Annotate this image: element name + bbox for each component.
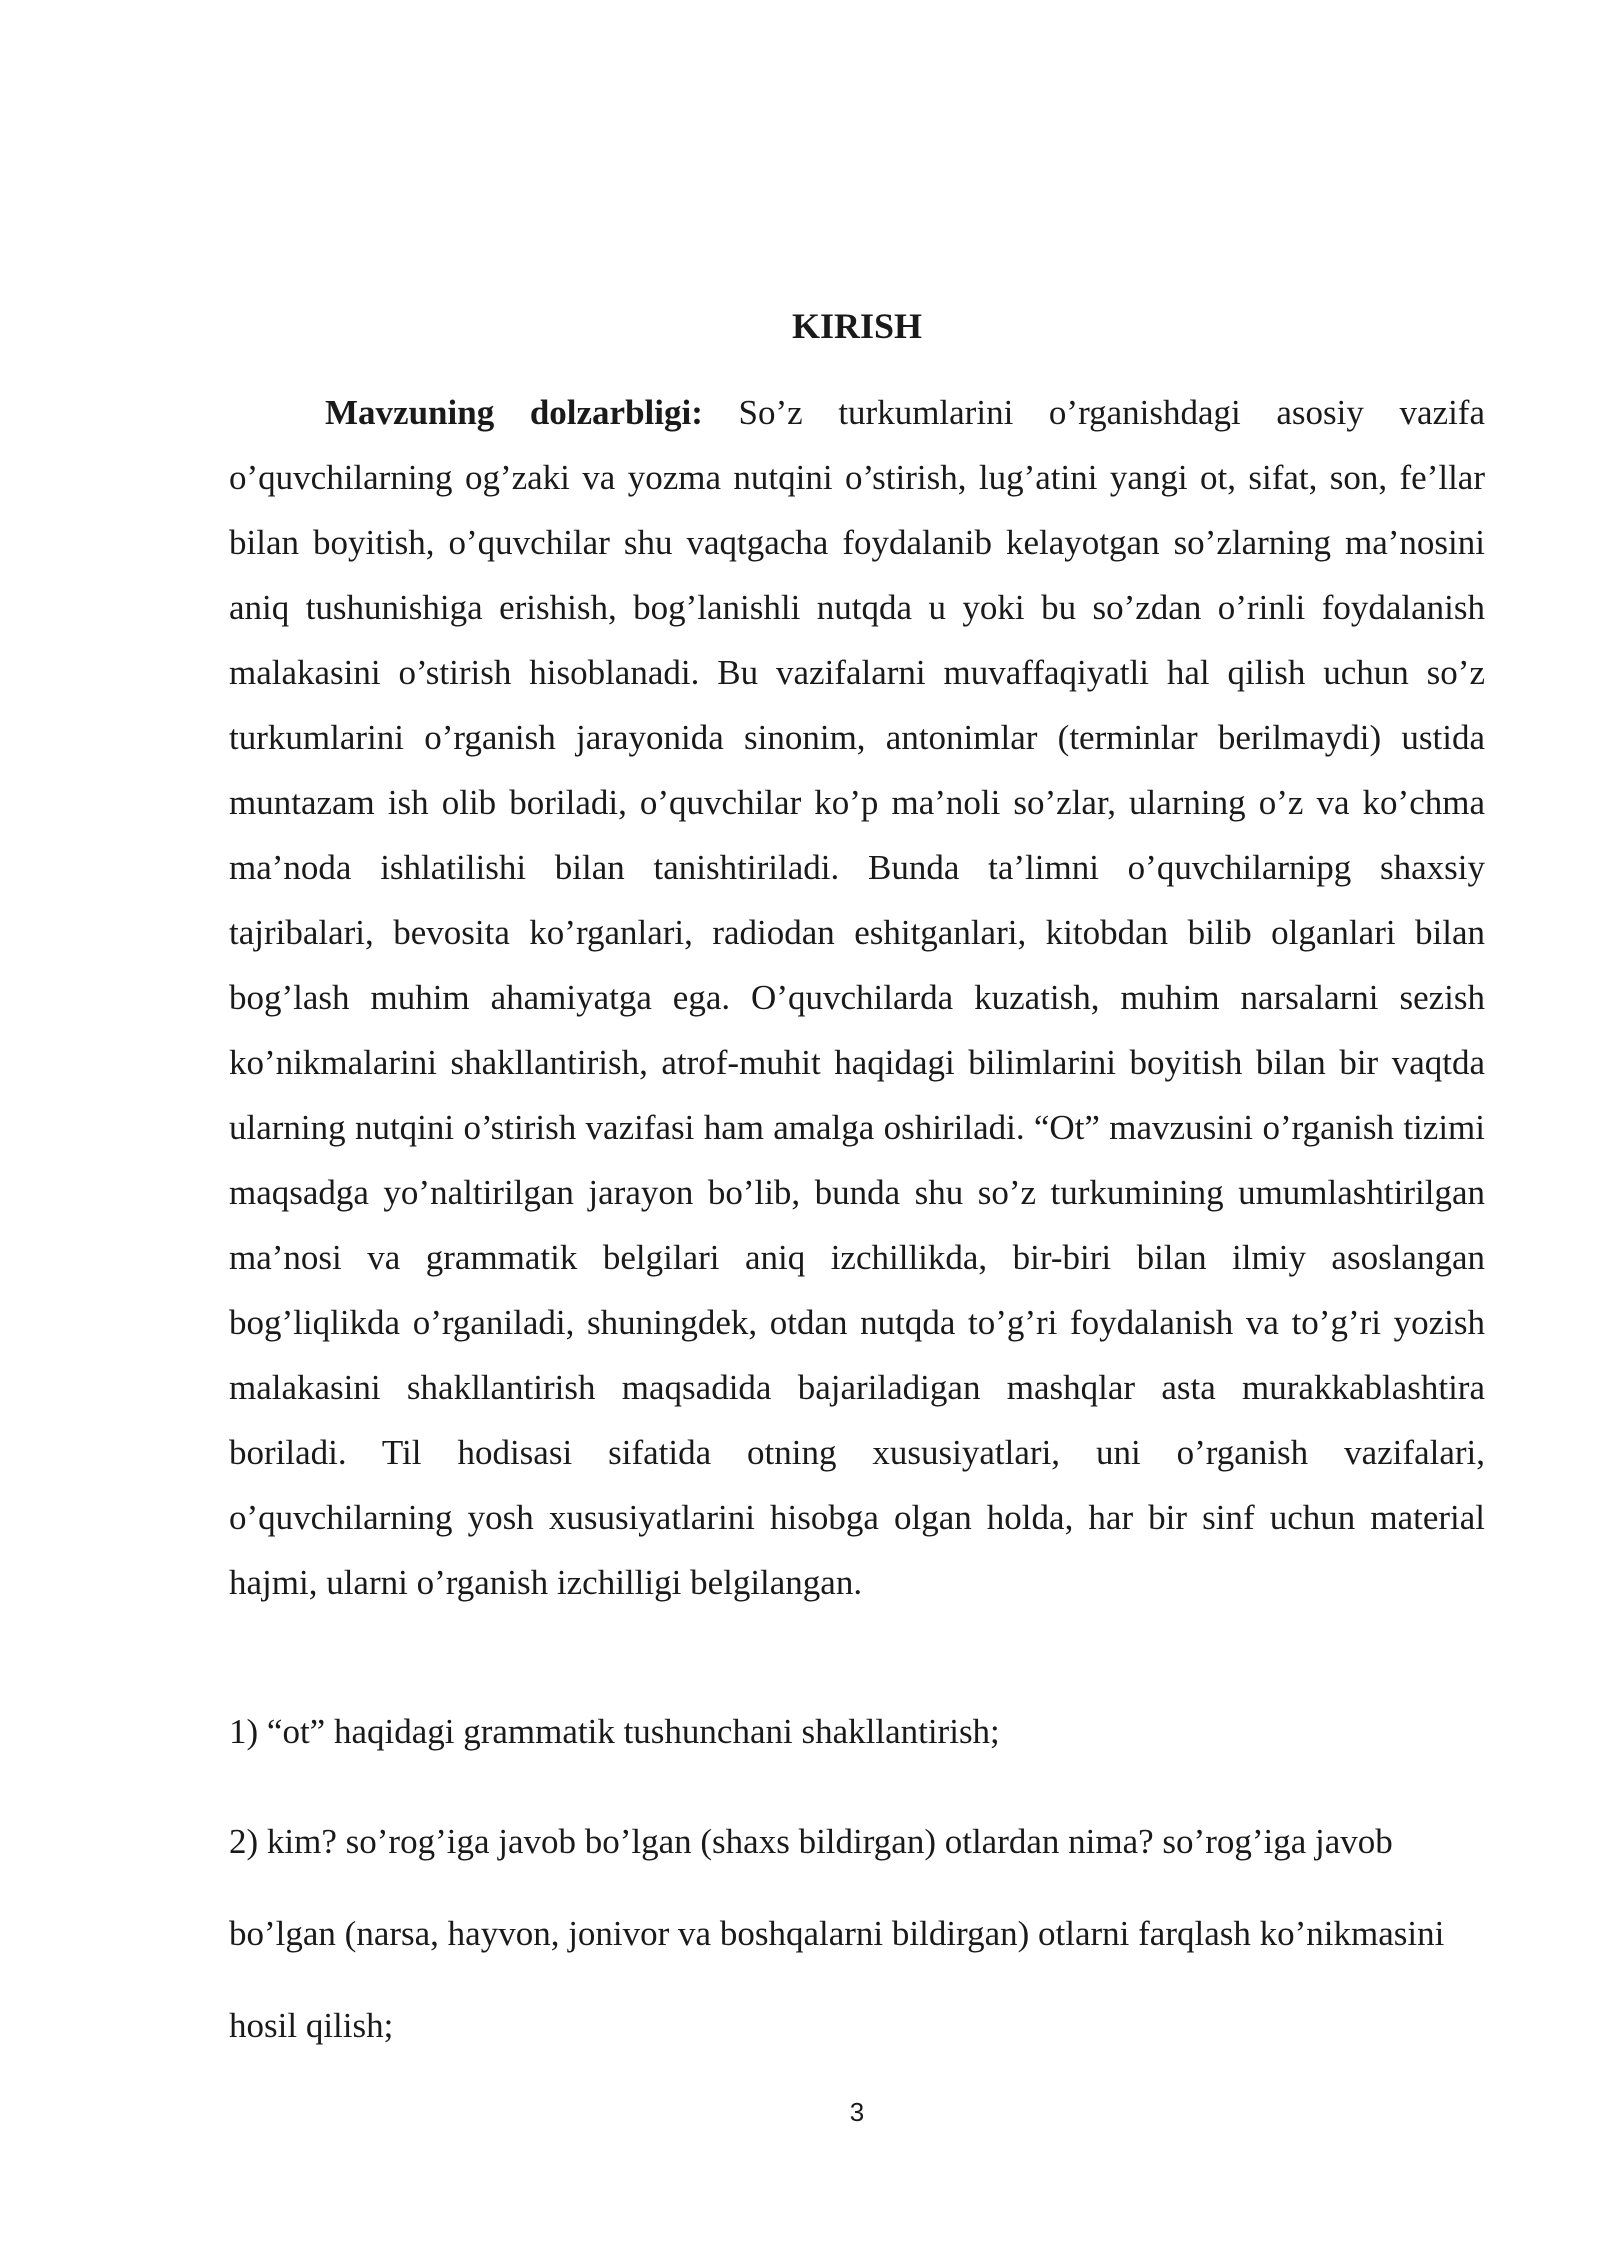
list-item: 1) “ot” haqidagi grammatik tushunchani shakllantirish; xyxy=(229,1712,1000,1751)
page-title: KIRISH xyxy=(791,306,923,346)
page-number: 3 xyxy=(849,2097,865,2127)
heading-container xyxy=(229,302,1485,350)
intro-text: So’z turkumlarini o’rganishdagi asosiy vazifa o’quvchilarning og’zaki va yozma nutqini o’stirish, lug’atini yangi ot, sifat, son, fe’llar bilan boyitish, o’quvchilar shu vaqtgacha foydalanib kelayotgan so’zlarning ma’nosini aniq tushunishiga erishish, bog’lanishli nutqda u yoki bu so’zdan o’rinli foydalanish malakasini o’stirish hisoblanadi. Bu vazifalarni muvaffaqiyatli hal qilish uchun so’z turkumlarini o’rganish jarayonida sinonim, antonimlar (terminlar berilmaydi) ustida muntazam ish olib boriladi, o’quvchilar ko’p ma’noli so’zlar, ularning o’z va ko’chma ma’noda ishlatilishi bilan tanishtiriladi. Bunda ta’limni o’quvchilarnipg shaxsiy tajribalari, bevosita ko’rganlari, radiodan eshitganlari, kitobdan bilib olganlari bilan bog’lash muhim ahamiyatga ega. O’quvchilarda kuzatish, muhim narsalarni sezish ko’nikmalarini shakllantirish, atrof-muhit haqidagi bilimlarini boyitish bilan bir vaqtda ularning nutqini o’stirish vazifasi ham amalga oshiriladi. “Ot” mavzusini o’rganish tizimi maqsadga yo’naltirilgan jarayon bo’lib, bunda shu so’z turkumining umumlashtirilgan ma’nosi va grammatik belgilari aniq izchillikda, bir-biri bilan ilmiy asoslangan bog’liqlikda o’rganiladi, shuningdek, otdan nutqda to’g’ri foydalanish va to’g’ri yozish malakasini shakllantirish maqsadida bajariladigan mashqlar asta murakkablashtira boriladi. Til hodisasi sifatida otning xususiyatlari, uni o’rganish vazifalari, o’quvchilarning yosh xususiyatlarini hisobga olgan holda, har bir sinf uchun material hajmi, ularni o’rganish izchilligi belgilangan. xyxy=(229,393,1486,1602)
intro-lead: Mavzuning dolzarbligi: xyxy=(325,393,703,432)
list-item: 2) kim? so’rog’iga javob bo’lgan (shaxs bildirgan) otlardan nima? so’rog’iga javob bo’lgan (narsa, hayvon, jonivor va boshqalarni bildirgan) otlarni farqlash ko’nikmasini hosil qilish; xyxy=(229,1822,1445,2045)
intro-paragraph xyxy=(229,380,1485,1615)
